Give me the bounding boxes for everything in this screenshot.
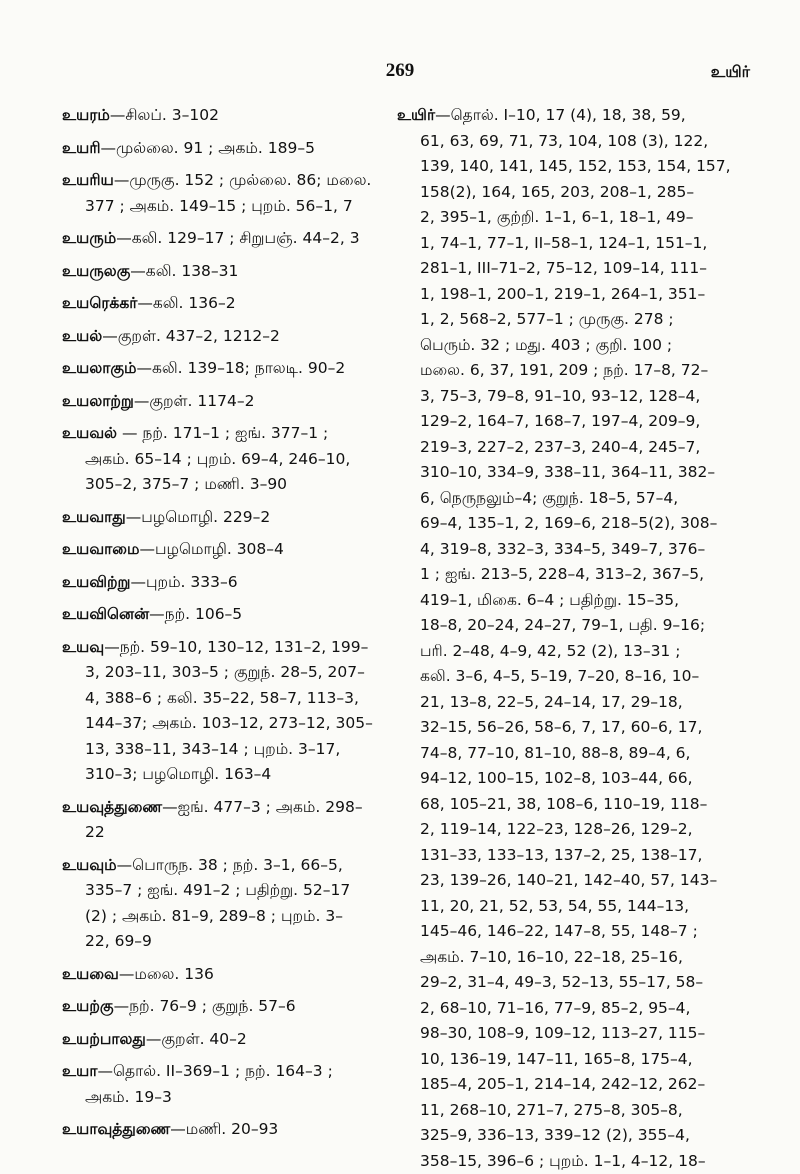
entry-references: —கலி. 129–17 ; சிறுபஞ். 44–2, 3 xyxy=(116,229,359,247)
entry-line xyxy=(62,602,392,628)
entry-references: 358–15, 396–6 ; புறம். 1–1, 4–12, 18– xyxy=(420,1152,706,1170)
running-header-word: உயிர் xyxy=(711,62,750,83)
entry-references: 377 ; அகம். 149–15 ; புறம். 56–1, 7 xyxy=(85,197,353,215)
entry-line xyxy=(62,505,392,531)
entry-headword: உயவாமை xyxy=(62,540,139,558)
entry-line xyxy=(62,291,392,317)
entry-line xyxy=(397,588,735,614)
entry-references: —மணி. 20–93 xyxy=(170,1120,278,1138)
entry-line xyxy=(397,562,735,588)
entry-line xyxy=(397,792,735,818)
entry-line xyxy=(397,1123,735,1149)
page-number: 269 xyxy=(0,60,800,82)
entry-references: —நற். 76–9 ; குறுந். 57–6 xyxy=(114,997,296,1015)
entry-references: —முல்லை. 91 ; அகம். 189–5 xyxy=(101,139,315,157)
entry-headword: உயல் xyxy=(62,327,102,345)
entry-line xyxy=(397,817,735,843)
entry-references: 131–33, 133–13, 137–2, 25, 138–17, xyxy=(420,846,702,864)
entry-headword: உயரும் xyxy=(62,229,116,247)
entry-line xyxy=(397,690,735,716)
entry-references: 2, 68–10, 71–16, 77–9, 85–2, 95–4, xyxy=(420,999,690,1017)
entry-line xyxy=(397,103,735,129)
entry-references: (2) ; அகம். 81–9, 289–8 ; புறம். 3– xyxy=(85,907,343,925)
entry-line xyxy=(397,741,735,767)
entry-references: —பொருந. 38 ; நற். 3–1, 66–5, xyxy=(117,856,343,874)
entry-line xyxy=(62,447,392,473)
index-entry xyxy=(62,962,392,988)
entry-line xyxy=(397,307,735,333)
index-entry xyxy=(62,1117,392,1143)
entry-headword: உயா xyxy=(62,1062,97,1080)
entry-line xyxy=(397,511,735,537)
entry-references: 1, 2, 568–2, 577–1 ; முருகு. 278 ; xyxy=(420,310,674,328)
entry-references: 11, 20, 21, 52, 53, 54, 55, 144–13, xyxy=(420,897,689,915)
entry-line xyxy=(397,460,735,486)
entry-references: அகம். 19–3 xyxy=(85,1088,172,1106)
entry-references: 419–1, மிகை. 6–4 ; பதிற்று. 15–35, xyxy=(420,591,679,609)
entry-headword: உயவல் xyxy=(62,424,117,442)
entry-headword: உயவும் xyxy=(62,856,117,874)
entry-line xyxy=(62,1059,392,1085)
entry-line xyxy=(397,333,735,359)
entry-line xyxy=(397,664,735,690)
entry-references: —குறள். 437–2, 1212–2 xyxy=(102,327,280,345)
entry-line xyxy=(62,356,392,382)
entry-headword: உயரம் xyxy=(62,106,110,124)
entry-references: 219–3, 227–2, 237–3, 240–4, 245–7, xyxy=(420,438,700,456)
entry-line xyxy=(397,970,735,996)
entry-line xyxy=(62,570,392,596)
entry-line xyxy=(62,226,392,252)
entry-headword: உயவிற்று xyxy=(62,573,131,591)
entry-line xyxy=(62,820,392,846)
entry-references: அகம். 7–10, 16–10, 22–18, 25–16, xyxy=(420,948,683,966)
entry-references: 335–7 ; ஐங். 491–2 ; பதிற்று. 52–17 xyxy=(85,881,350,899)
entry-line xyxy=(397,231,735,257)
entry-headword: உயற்பாலது xyxy=(62,1030,146,1048)
entry-references: 185–4, 205–1, 214–14, 242–12, 262– xyxy=(420,1075,705,1093)
entry-references: 325–9, 336–13, 339–12 (2), 355–4, xyxy=(420,1126,690,1144)
entry-references: 305–2, 375–7 ; மணி. 3–90 xyxy=(85,475,287,493)
entry-references: 21, 13–8, 22–5, 24–14, 17, 29–18, xyxy=(420,693,683,711)
entry-references: —புறம். 333–6 xyxy=(131,573,238,591)
entry-headword: உயற்கு xyxy=(62,997,114,1015)
entry-line xyxy=(62,962,392,988)
entry-references: —சிலப். 3–102 xyxy=(110,106,219,124)
right-column xyxy=(397,103,735,1174)
index-entry xyxy=(62,291,392,317)
entry-line xyxy=(62,1027,392,1053)
index-entry xyxy=(62,103,392,129)
entry-references: 94–12, 100–15, 102–8, 103–44, 66, xyxy=(420,769,693,787)
entry-line xyxy=(397,1021,735,1047)
index-entry xyxy=(62,1027,392,1053)
entry-references: —கலி. 136–2 xyxy=(137,294,235,312)
entry-references: 69–4, 135–1, 2, 169–6, 218–5(2), 308– xyxy=(420,514,717,532)
entry-references: 23, 139–26, 140–21, 142–40, 57, 143– xyxy=(420,871,717,889)
entry-headword: உயவாது xyxy=(62,508,126,526)
index-entry xyxy=(62,168,392,219)
entry-references: —மலை. 136 xyxy=(119,965,214,983)
entry-references: 158(2), 164, 165, 203, 208–1, 285– xyxy=(420,183,694,201)
entry-line xyxy=(397,180,735,206)
entry-line xyxy=(62,904,392,930)
entry-references: 68, 105–21, 38, 108–6, 110–19, 118– xyxy=(420,795,707,813)
entry-line xyxy=(397,945,735,971)
entry-references: 10, 136–19, 147–11, 165–8, 175–4, xyxy=(420,1050,693,1068)
entry-references: 98–30, 108–9, 109–12, 113–27, 115– xyxy=(420,1024,705,1042)
index-entry xyxy=(62,570,392,596)
index-entry xyxy=(62,994,392,1020)
entry-references: —நற். 59–10, 130–12, 131–2, 199– xyxy=(104,638,368,656)
entry-headword: உயாவுத்துணை xyxy=(62,1120,170,1138)
entry-line xyxy=(397,486,735,512)
entry-headword: உயரி xyxy=(62,139,101,157)
index-entry xyxy=(62,356,392,382)
index-entry xyxy=(62,602,392,628)
entry-references: —முருகு. 152 ; முல்லை. 86; மலை. xyxy=(114,171,372,189)
entry-line xyxy=(397,256,735,282)
index-entry xyxy=(62,505,392,531)
entry-references: பெரும். 32 ; மது. 403 ; குறி. 100 ; xyxy=(420,336,672,354)
left-column xyxy=(62,103,392,1150)
entry-headword: உயவுத்துணை xyxy=(62,798,162,816)
entry-line xyxy=(62,711,392,737)
entry-line xyxy=(62,1117,392,1143)
entry-references: —தொல். I–10, 17 (4), 18, 38, 59, xyxy=(435,106,686,124)
entry-line xyxy=(62,795,392,821)
index-entry xyxy=(397,103,735,1174)
entry-line xyxy=(62,103,392,129)
entry-line xyxy=(62,737,392,763)
entry-line xyxy=(62,929,392,955)
entry-line xyxy=(397,129,735,155)
entry-line xyxy=(397,894,735,920)
entry-line xyxy=(397,639,735,665)
entry-references: 13, 338–11, 343–14 ; புறம். 3–17, xyxy=(85,740,340,758)
entry-references: 4, 319–8, 332–3, 334–5, 349–7, 376– xyxy=(420,540,705,558)
entry-headword: உயரெக்கர் xyxy=(62,294,137,312)
entry-references: 61, 63, 69, 71, 73, 104, 108 (3), 122, xyxy=(420,132,708,150)
entry-references: 281–1, III–71–2, 75–12, 109–14, 111– xyxy=(420,259,707,277)
entry-line xyxy=(397,282,735,308)
entry-references: 74–8, 77–10, 81–10, 88–8, 89–4, 6, xyxy=(420,744,690,762)
entry-headword: உயிர் xyxy=(397,106,435,124)
entry-headword: உயவு xyxy=(62,638,104,656)
entry-references: 2, 395–1, குற்றி. 1–1, 6–1, 18–1, 49– xyxy=(420,208,694,226)
index-entry xyxy=(62,853,392,955)
entry-references: மலை. 6, 37, 191, 209 ; நற். 17–8, 72– xyxy=(420,361,708,379)
entry-line xyxy=(62,635,392,661)
entry-line xyxy=(62,168,392,194)
entry-references: 310–10, 334–9, 338–11, 364–11, 382– xyxy=(420,463,715,481)
entry-line xyxy=(62,136,392,162)
entry-line xyxy=(397,996,735,1022)
index-entry xyxy=(62,324,392,350)
entry-line xyxy=(397,1072,735,1098)
entry-references: —நற். 106–5 xyxy=(149,605,242,623)
entry-references: 22, 69–9 xyxy=(85,932,152,950)
entry-line xyxy=(62,1085,392,1111)
entry-line xyxy=(62,994,392,1020)
entry-line xyxy=(397,1149,735,1174)
entry-line xyxy=(397,409,735,435)
entry-references: 22 xyxy=(85,823,105,841)
index-entry xyxy=(62,389,392,415)
entry-headword: உயலாற்று xyxy=(62,392,134,410)
entry-headword: உயருலகு xyxy=(62,262,130,280)
entry-headword: உயலாகும் xyxy=(62,359,136,377)
entry-references: —ஐங். 477–3 ; அகம். 298– xyxy=(162,798,362,816)
entry-line xyxy=(397,205,735,231)
index-entry xyxy=(62,421,392,498)
entry-references: 1 ; ஐங். 213–5, 228–4, 313–2, 367–5, xyxy=(420,565,704,583)
entry-references: 129–2, 164–7, 168–7, 197–4, 209–9, xyxy=(420,412,700,430)
entry-references: 29–2, 31–4, 49–3, 52–13, 55–17, 58– xyxy=(420,973,703,991)
entry-references: —பழமொழி. 229–2 xyxy=(126,508,270,526)
entry-headword: உயவினென் xyxy=(62,605,149,623)
entry-references: 18–8, 20–24, 24–27, 79–1, பதி. 9–16; xyxy=(420,616,705,634)
entry-references: —பழமொழி. 308–4 xyxy=(139,540,283,558)
entry-references: 3, 203–11, 303–5 ; குறுந். 28–5, 207– xyxy=(85,663,365,681)
entry-references: — நற். 171–1 ; ஐங். 377–1 ; xyxy=(117,424,328,442)
entry-line xyxy=(62,194,392,220)
entry-line xyxy=(397,537,735,563)
index-entry xyxy=(62,635,392,788)
entry-line xyxy=(62,421,392,447)
entry-references: —கலி. 138–31 xyxy=(130,262,238,280)
entry-references: கலி. 3–6, 4–5, 5–19, 7–20, 8–16, 10– xyxy=(420,667,699,685)
entry-references: 139, 140, 141, 145, 152, 153, 154, 157, xyxy=(420,157,731,175)
entry-line xyxy=(397,1047,735,1073)
entry-references: 11, 268–10, 271–7, 275–8, 305–8, xyxy=(420,1101,683,1119)
index-entry xyxy=(62,136,392,162)
entry-line xyxy=(62,472,392,498)
entry-references: பரி. 2–48, 4–9, 42, 52 (2), 13–31 ; xyxy=(420,642,680,660)
entry-line xyxy=(397,154,735,180)
entry-line xyxy=(62,762,392,788)
entry-line xyxy=(397,843,735,869)
entry-line xyxy=(397,868,735,894)
entry-line xyxy=(62,660,392,686)
entry-line xyxy=(62,686,392,712)
entry-references: —தொல். II–369–1 ; நற். 164–3 ; xyxy=(97,1062,332,1080)
entry-references: 2, 119–14, 122–23, 128–26, 129–2, xyxy=(420,820,693,838)
entry-headword: உயவை xyxy=(62,965,119,983)
index-entry xyxy=(62,1059,392,1110)
entry-line xyxy=(397,358,735,384)
entry-line xyxy=(62,853,392,879)
entry-references: அகம். 65–14 ; புறம். 69–4, 246–10, xyxy=(85,450,350,468)
entry-references: 145–46, 146–22, 147–8, 55, 148–7 ; xyxy=(420,922,698,940)
index-entry xyxy=(62,795,392,846)
entry-headword: உயரிய xyxy=(62,171,114,189)
entry-references: 1, 74–1, 77–1, II–58–1, 124–1, 151–1, xyxy=(420,234,707,252)
index-entry xyxy=(62,537,392,563)
entry-line xyxy=(397,715,735,741)
index-entry xyxy=(62,259,392,285)
entry-references: —குறள். 1174–2 xyxy=(134,392,255,410)
entry-references: —குறள். 40–2 xyxy=(146,1030,247,1048)
entry-references: 4, 388–6 ; கலி. 35–22, 58–7, 113–3, xyxy=(85,689,359,707)
entry-line xyxy=(62,389,392,415)
entry-references: 144–37; அகம். 103–12, 273–12, 305– xyxy=(85,714,373,732)
entry-references: 6, நெருநலும்–4; குறுந். 18–5, 57–4, xyxy=(420,489,678,507)
index-entry xyxy=(62,226,392,252)
entry-line xyxy=(62,324,392,350)
entry-references: 32–15, 56–26, 58–6, 7, 17, 60–6, 17, xyxy=(420,718,702,736)
entry-line xyxy=(62,259,392,285)
entry-references: 3, 75–3, 79–8, 91–10, 93–12, 128–4, xyxy=(420,387,700,405)
entry-line xyxy=(397,613,735,639)
entry-line xyxy=(397,1098,735,1124)
entry-references: —கலி. 139–18; நாலடி. 90–2 xyxy=(136,359,345,377)
entry-line xyxy=(62,537,392,563)
entry-line xyxy=(397,919,735,945)
entry-references: 310–3; பழமொழி. 163–4 xyxy=(85,765,271,783)
entry-line xyxy=(397,384,735,410)
entry-line xyxy=(397,766,735,792)
entry-line xyxy=(62,878,392,904)
entry-references: 1, 198–1, 200–1, 219–1, 264–1, 351– xyxy=(420,285,705,303)
entry-line xyxy=(397,435,735,461)
